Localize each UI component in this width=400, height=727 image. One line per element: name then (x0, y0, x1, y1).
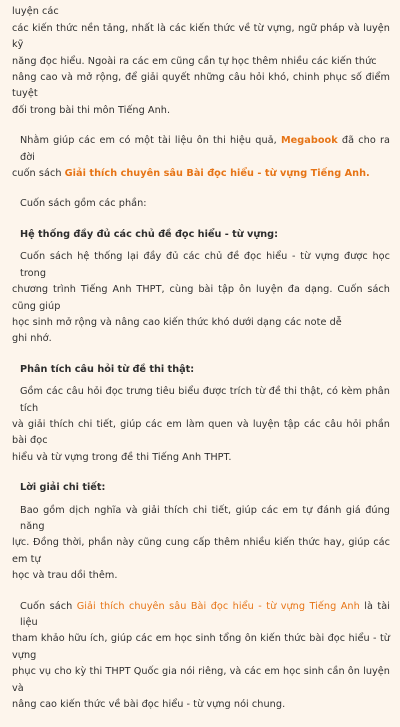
section-solution-title: Lời giải chi tiết: (20, 482, 106, 494)
section-solution-line-1: Bao gồm dịch nghĩa và giải thích chi tiết, giúp các em tự đánh giá đúng năng (20, 504, 390, 532)
section-system-line-2: chương trình Tiếng Anh THPT, cùng bài tập ôn luyện đa dạng. Cuốn sách cũng giúp (12, 284, 390, 312)
release-middle: đã cho ra đời (20, 135, 390, 163)
release-prefix: Nhằm giúp các em có một tài liệu ôn thi hiệu quả, (20, 135, 277, 147)
section-system-line-4: ghi nhớ. (12, 333, 52, 345)
book-title-highlight: Giải thích chuyên sâu Bài đọc hiểu - từ vựng Tiếng Anh. (64, 168, 370, 180)
closing-line-3: phục vụ cho kỳ thi THPT Quốc gia nói riêng, và các em học sinh cần ôn luyện và (12, 666, 390, 694)
section-system-line-3: học sinh mở rộng và nâng cao kiến thức khó dưới dạng các note dễ (12, 316, 342, 328)
intro-line-5: đối trong bài thi môn Tiếng Anh. (12, 104, 171, 116)
section-system-line-1: Cuốn sách hệ thống lại đầy đủ các chủ đề đọc hiểu - từ vựng được học trong (20, 251, 390, 279)
section-system (12, 227, 390, 348)
parts-intro-text: Cuốn sách gồm các phần: (20, 198, 147, 210)
intro-line-2: các kiến thức nền tảng, nhất là các kiến thức về từ vựng, ngữ pháp và luyện kỹ (12, 22, 390, 51)
section-analysis-line-1: Gồm các câu hỏi đọc trưng tiêu biểu được trích từ đề thi thật, có kèm phân tích (20, 386, 390, 414)
section-analysis-line-3: hiểu và từ vựng trong đề thi Tiếng Anh THPT. (12, 451, 232, 463)
closing-line-4: nâng cao kiến thức về bài đọc hiểu - từ vựng nói chung. (12, 699, 286, 711)
section-system-title: Hệ thống đầy đủ các chủ đề đọc hiểu - từ vựng: (20, 228, 278, 240)
intro-line-4: nâng cao và mở rộng, để giải quyết những câu hỏi khó, chinh phục số điểm tuyệt (12, 72, 390, 100)
release-line-2 (12, 166, 390, 182)
closing-line-2: tham khảo hữu ích, giúp các em học sinh tổng ôn kiến thức bài đọc hiểu - từ vựng (12, 633, 390, 661)
closing-prefix: Cuốn sách (20, 600, 73, 612)
section-solution (12, 480, 390, 584)
release-paragraph (12, 133, 390, 182)
release-line-1 (12, 133, 390, 166)
intro-paragraph (12, 0, 390, 119)
closing-paragraph (12, 599, 390, 714)
section-analysis-title: Phân tích câu hỏi từ đề thi thật: (20, 363, 195, 375)
section-solution-line-2: lực. Đồng thời, phần này cũng cung cấp thêm nhiều kiến thức hay, giúp các em tự (12, 537, 390, 565)
intro-line-3: năng đọc hiểu. Ngoài ra các em cũng cần tự học thêm nhiều các kiến thức (12, 55, 377, 67)
brand-name: Megabook (280, 135, 338, 147)
parts-intro (12, 196, 390, 212)
section-analysis (12, 362, 390, 466)
section-analysis-line-2: và giải thích chi tiết, giúp các em làm quen và luyện tập các câu hỏi phần bài đọc (12, 418, 390, 447)
section-solution-line-3: học và trau dồi thêm. (12, 570, 118, 582)
closing-suffix: là tài liệu (20, 600, 390, 628)
intro-line-1: luyện các (12, 6, 59, 18)
closing-line-1 (12, 599, 390, 632)
release-line-2-prefix: cuốn sách (12, 168, 62, 180)
closing-book-title: Giải thích chuyên sâu Bài đọc hiểu - từ vựng Tiếng Anh (76, 600, 360, 612)
document-content (12, 0, 390, 727)
